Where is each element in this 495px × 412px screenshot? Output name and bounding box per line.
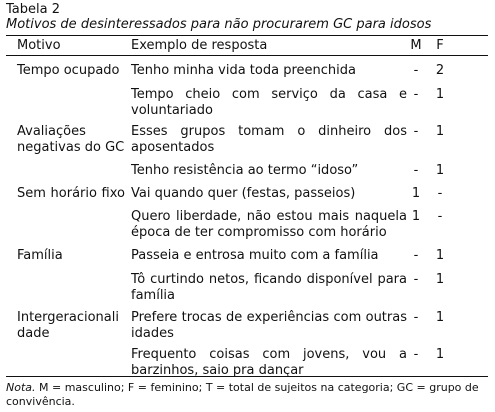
row-5-m: 1: [411, 186, 421, 201]
row-9-m: -: [413, 310, 419, 325]
header-f: F: [436, 38, 444, 53]
header-rule: [6, 55, 488, 56]
row-1-m: -: [413, 63, 419, 78]
row-6-m: 1: [411, 209, 421, 224]
header-m: M: [410, 38, 422, 53]
row-2-f: 1: [435, 87, 445, 102]
row-6-exemplo: Quero liberdade, não estou mais naquela época de ter compromisso com horário: [131, 209, 407, 240]
row-4-m: -: [413, 163, 419, 178]
row-4-f: 1: [435, 163, 445, 178]
row-10-exemplo: Frequento coisas com jovens, vou a barzinhos, saio pra dançar: [131, 347, 407, 378]
row-1-f: 2: [435, 63, 445, 78]
table-title: Tabela 2: [6, 2, 60, 17]
row-10-m: -: [413, 347, 419, 362]
row-7-motivo: Família: [17, 248, 63, 263]
row-8-exemplo: Tô curtindo netos, ficando disponível para família: [131, 272, 407, 303]
row-2-exemplo: Tempo cheio com serviço da casa e voluntariado: [131, 87, 407, 118]
row-3-motivo: Avaliações negativas do GC: [17, 124, 125, 155]
row-7-m: -: [413, 248, 419, 263]
note-label: Nota.: [6, 381, 36, 394]
row-3-f: 1: [435, 124, 445, 139]
row-9-f: 1: [435, 310, 445, 325]
row-9-exemplo: Prefere trocas de experiências com outras idades: [131, 310, 407, 341]
row-3-exemplo: Esses grupos tomam o dinheiro dos aposentados: [131, 124, 407, 155]
note-text: M = masculino; F = feminino; T = total de sujeitos na categoria; GC = grupo de convivência.: [6, 381, 479, 408]
row-5-exemplo: Vai quando quer (festas, passeios): [131, 186, 356, 201]
header-motivo: Motivo: [17, 38, 61, 53]
row-5-motivo: Sem horário fixo: [17, 186, 125, 201]
row-1-exemplo: Tenho minha vida toda preenchida: [131, 63, 356, 78]
row-10-f: 1: [435, 347, 445, 362]
row-8-f: 1: [435, 272, 445, 287]
row-7-exemplo: Passeia e entrosa muito com a família: [131, 248, 379, 263]
row-1-motivo: Tempo ocupado: [17, 63, 120, 78]
header-exemplo: Exemplo de resposta: [131, 38, 268, 53]
row-3-m: -: [413, 124, 419, 139]
row-9-motivo: Intergeracionalidade: [17, 310, 119, 341]
row-2-m: -: [413, 87, 419, 102]
top-rule: [6, 35, 488, 36]
bottom-rule: [6, 376, 488, 377]
row-5-f: -: [437, 186, 443, 201]
row-7-f: 1: [435, 248, 445, 263]
table-subtitle: Motivos de desinteressados para não procurarem GC para idosos: [6, 17, 432, 32]
table-note: [6, 381, 490, 409]
row-6-f: -: [437, 209, 443, 224]
row-8-m: -: [413, 272, 419, 287]
row-4-exemplo: Tenho resistência ao termo “idoso”: [131, 163, 359, 178]
